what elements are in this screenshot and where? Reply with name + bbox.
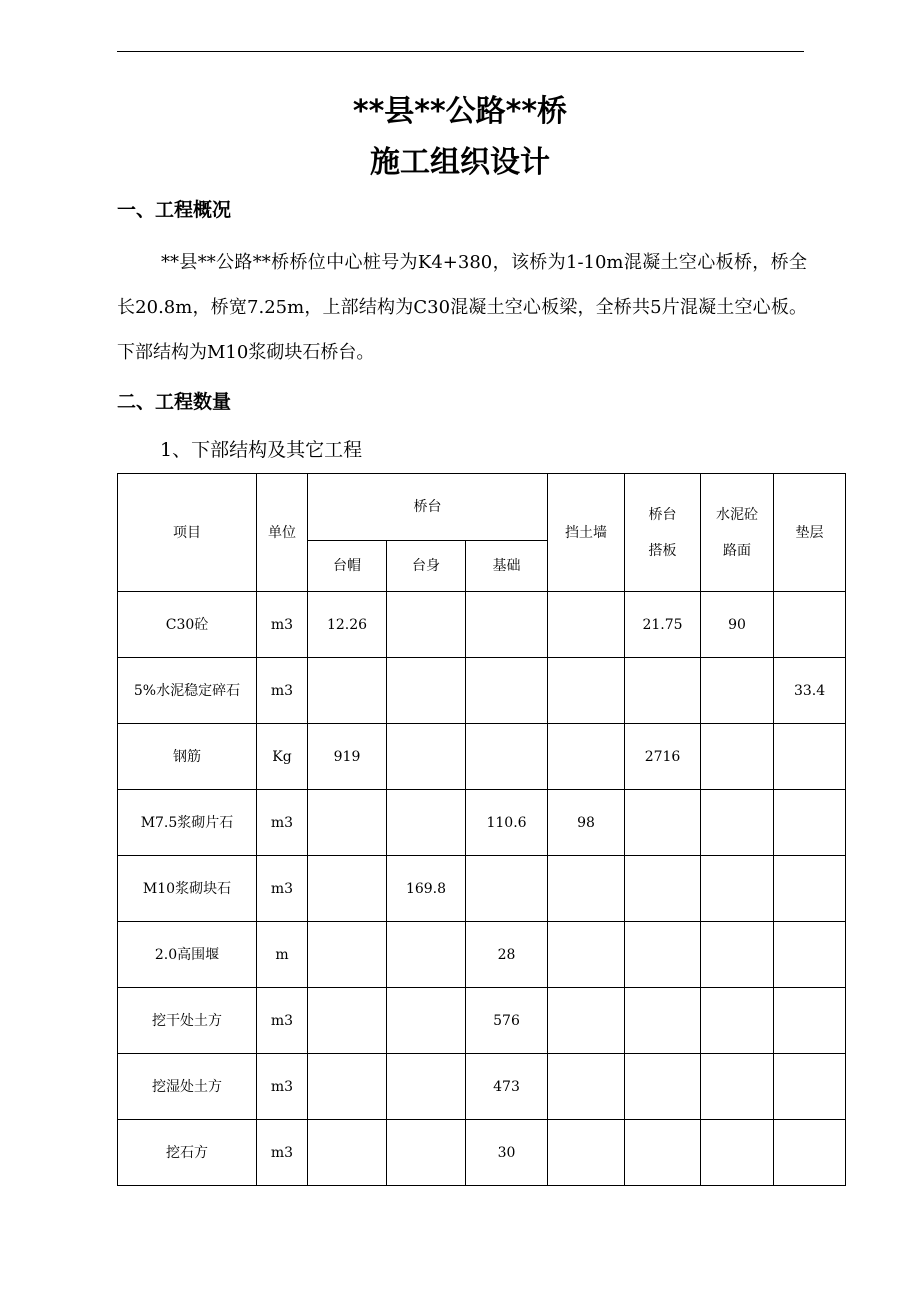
cell-wall [548, 922, 625, 988]
table-row [118, 658, 846, 724]
overview-paragraph: **县**公路**桥桥位中心桩号为K4+380，该桥为1-10m混凝土空心板桥，桥全长20.8m，桥宽7.25m，上部结构为C30混凝土空心板梁，全桥共5片混凝土空心板。下部结构为M10浆砌块石桥台。 [117, 252, 807, 363]
cell-body [387, 1054, 466, 1120]
header-approach-slab-line2: 搭板 [648, 542, 677, 559]
cell-slab: 2716 [625, 724, 701, 790]
cell-wall [548, 1054, 625, 1120]
header-rule [117, 51, 804, 52]
cell-cushion [774, 1054, 846, 1120]
table-row [118, 790, 846, 856]
cell-foundation: 576 [466, 988, 548, 1054]
cell-item: 挖石方 [118, 1120, 257, 1186]
section-heading-overview: 一、工程概况 [117, 199, 232, 221]
table-row [118, 1054, 846, 1120]
cell-unit: Kg [257, 724, 308, 790]
cell-wall [548, 592, 625, 658]
subsection-heading: 1、下部结构及其它工程 [160, 439, 363, 461]
cell-foundation: 30 [466, 1120, 548, 1186]
cell-wall [548, 724, 625, 790]
cell-foundation [466, 856, 548, 922]
cell-cap [308, 856, 387, 922]
cell-pavement: 90 [701, 592, 774, 658]
cell-unit: m3 [257, 658, 308, 724]
cell-body [387, 724, 466, 790]
cell-unit: m3 [257, 790, 308, 856]
cell-cap: 919 [308, 724, 387, 790]
cell-pavement [701, 856, 774, 922]
cell-slab [625, 658, 701, 724]
cell-cushion [774, 922, 846, 988]
cell-foundation [466, 724, 548, 790]
cell-slab [625, 1120, 701, 1186]
cell-slab [625, 790, 701, 856]
cell-foundation [466, 592, 548, 658]
cell-item: M10浆砌块石 [118, 856, 257, 922]
cell-item: 2.0高围堰 [118, 922, 257, 988]
header-cap: 台帽 [308, 541, 387, 592]
table-row [118, 856, 846, 922]
cell-foundation: 28 [466, 922, 548, 988]
cell-cushion [774, 790, 846, 856]
cell-wall: 98 [548, 790, 625, 856]
cell-cap [308, 658, 387, 724]
cell-cushion [774, 1120, 846, 1186]
cell-pavement [701, 1120, 774, 1186]
document-subtitle: 施工组织设计 [370, 145, 550, 180]
cell-pavement [701, 724, 774, 790]
section-heading-quantities: 二、工程数量 [117, 391, 232, 413]
cell-item: M7.5浆砌片石 [118, 790, 257, 856]
cell-cap [308, 1054, 387, 1120]
cell-body [387, 988, 466, 1054]
table-row [118, 1120, 846, 1186]
cell-slab [625, 1054, 701, 1120]
cell-unit: m3 [257, 856, 308, 922]
table-row [118, 988, 846, 1054]
cell-wall [548, 988, 625, 1054]
cell-wall [548, 1120, 625, 1186]
cell-cushion [774, 856, 846, 922]
cell-body [387, 592, 466, 658]
cell-slab [625, 856, 701, 922]
header-abutment: 桥台 [308, 474, 548, 541]
header-pavement-line1: 水泥砼 [716, 506, 759, 523]
cell-foundation: 473 [466, 1054, 548, 1120]
cell-cushion [774, 988, 846, 1054]
header-approach-slab-line1: 桥台 [648, 506, 677, 523]
header-item: 项目 [118, 474, 257, 592]
cell-item: C30砼 [118, 592, 257, 658]
cell-item: 钢筋 [118, 724, 257, 790]
cell-cushion [774, 592, 846, 658]
cell-pavement [701, 1054, 774, 1120]
cell-body [387, 1120, 466, 1186]
cell-foundation: 110.6 [466, 790, 548, 856]
cell-item: 5%水泥稳定碎石 [118, 658, 257, 724]
cell-unit: m [257, 922, 308, 988]
cell-wall [548, 658, 625, 724]
cell-cushion: 33.4 [774, 658, 846, 724]
header-foundation: 基础 [466, 541, 548, 592]
header-cushion: 垫层 [774, 474, 846, 592]
cell-cap: 12.26 [308, 592, 387, 658]
cell-foundation [466, 658, 548, 724]
table-row [118, 724, 846, 790]
header-approach-slab [625, 474, 701, 592]
cell-pavement [701, 790, 774, 856]
cell-unit: m3 [257, 1120, 308, 1186]
header-pavement-line2: 路面 [723, 542, 752, 559]
quantities-table [117, 473, 846, 1186]
table-row [118, 922, 846, 988]
cell-cap [308, 1120, 387, 1186]
cell-item: 挖干处土方 [118, 988, 257, 1054]
table-row [118, 592, 846, 658]
header-retaining-wall: 挡土墙 [548, 474, 625, 592]
cell-body [387, 922, 466, 988]
cell-body: 169.8 [387, 856, 466, 922]
cell-cushion [774, 724, 846, 790]
cell-pavement [701, 988, 774, 1054]
cell-slab: 21.75 [625, 592, 701, 658]
cell-body [387, 658, 466, 724]
cell-cap [308, 922, 387, 988]
cell-slab [625, 922, 701, 988]
cell-pavement [701, 922, 774, 988]
cell-wall [548, 856, 625, 922]
header-pavement [701, 474, 774, 592]
cell-item: 挖湿处土方 [118, 1054, 257, 1120]
cell-body [387, 790, 466, 856]
cell-cap [308, 790, 387, 856]
cell-unit: m3 [257, 988, 308, 1054]
table-header-row [118, 474, 846, 541]
cell-pavement [701, 658, 774, 724]
header-unit: 单位 [257, 474, 308, 592]
cell-unit: m3 [257, 1054, 308, 1120]
cell-slab [625, 988, 701, 1054]
cell-unit: m3 [257, 592, 308, 658]
document-title: **县**公路**桥 [352, 94, 568, 129]
header-body: 台身 [387, 541, 466, 592]
cell-cap [308, 988, 387, 1054]
